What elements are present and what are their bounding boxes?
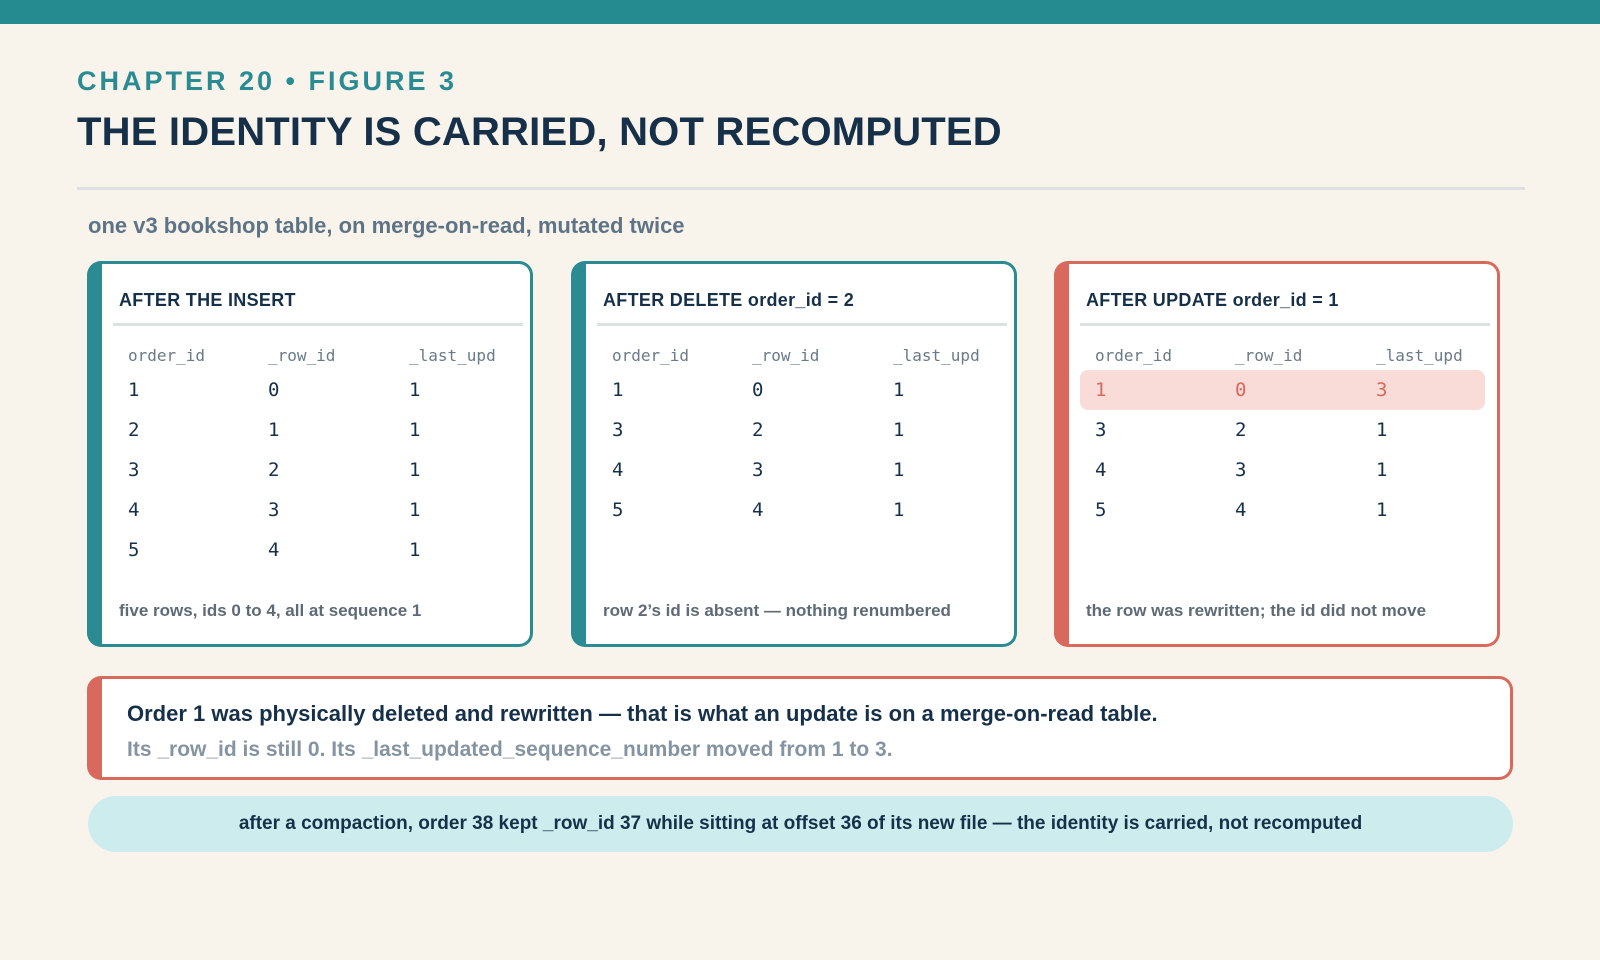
figure-subtitle: one v3 bookshop table, on merge-on-read, mutated twice [88,213,685,238]
column-header-last-upd: _last_upd [1376,346,1463,365]
cell-last-upd: 3 [1376,379,1388,401]
cell-order-id: 4 [1095,459,1107,481]
cell-last-upd: 1 [409,459,421,481]
cell-last-upd: 1 [409,379,421,401]
column-header-row-id: _row_id [1235,346,1303,365]
cell-row-id: 3 [752,459,764,481]
table-row [113,490,518,530]
panel-note: five rows, ids 0 to 4, all at sequence 1 [119,601,422,620]
cell-row-id: 0 [1235,379,1247,401]
cell-last-upd: 1 [1376,459,1388,481]
cell-order-id: 1 [128,379,140,401]
cell-order-id: 1 [612,379,624,401]
explanation-callout [87,676,1513,780]
cell-last-upd: 1 [893,419,905,441]
cell-order-id: 2 [128,419,140,441]
panel-divider [1080,323,1490,326]
column-header-order-id: order_id [1095,346,1173,365]
table-row [113,410,518,450]
table-row-highlighted [1080,370,1485,410]
cell-last-upd: 1 [1376,419,1388,441]
cell-row-id: 4 [752,499,764,521]
column-header-row-id: _row_id [268,346,336,365]
panel-title: AFTER DELETE order_id = 2 [603,290,855,310]
cell-last-upd: 1 [409,539,421,561]
cell-row-id: 1 [268,419,280,441]
page-title: THE IDENTITY IS CARRIED, NOT RECOMPUTED [77,110,1002,154]
cell-order-id: 5 [612,499,624,521]
cell-order-id: 3 [612,419,624,441]
cell-order-id: 4 [128,499,140,521]
cell-last-upd: 1 [893,499,905,521]
table-row [597,490,1002,530]
table-row [1080,450,1485,490]
table-row [1080,410,1485,450]
panel-title: AFTER THE INSERT [119,290,296,310]
panel-note: the row was rewritten; the id did not move [1086,601,1427,620]
cell-row-id: 0 [268,379,280,401]
column-header-order-id: order_id [128,346,206,365]
cell-row-id: 4 [1235,499,1247,521]
cell-row-id: 3 [268,499,280,521]
top-accent-bar [0,0,1600,24]
cell-last-upd: 1 [893,459,905,481]
table-row [113,370,518,410]
column-header-last-upd: _last_upd [409,346,496,365]
title-divider [77,187,1525,190]
panel-note: row 2’s id is absent — nothing renumbered [603,601,951,620]
panel-divider [113,323,523,326]
column-header-last-upd: _last_upd [893,346,980,365]
chapter-kicker: CHAPTER 20 • FIGURE 3 [77,66,458,96]
table-row [1080,490,1485,530]
panel-after-delete [571,261,1017,647]
table-row [597,410,1002,450]
panel-title: AFTER UPDATE order_id = 1 [1086,290,1339,310]
cell-order-id: 5 [1095,499,1107,521]
column-header-row-id: _row_id [752,346,820,365]
table-row [113,450,518,490]
cell-last-upd: 1 [409,499,421,521]
panel-divider [597,323,1007,326]
cell-order-id: 1 [1095,379,1107,401]
table-row [113,530,518,570]
cell-order-id: 4 [612,459,624,481]
cell-row-id: 3 [1235,459,1247,481]
footer-summary: after a compaction, order 38 kept _row_id 37 while sitting at offset 36 of its new file — the identity is carried, not recomputed [88,796,1513,852]
cell-order-id: 5 [128,539,140,561]
cell-order-id: 3 [128,459,140,481]
table-row [597,450,1002,490]
cell-order-id: 3 [1095,419,1107,441]
table-row [597,370,1002,410]
cell-last-upd: 1 [1376,499,1388,521]
cell-row-id: 4 [268,539,280,561]
panel-after-update [1054,261,1500,647]
callout-headline: Order 1 was physically deleted and rewritten — that is what an update is on a merge-on-read table. [127,701,1158,726]
cell-row-id: 2 [1235,419,1247,441]
cell-last-upd: 1 [893,379,905,401]
callout-detail: Its _row_id is still 0. Its _last_updated_sequence_number moved from 1 to 3. [127,738,893,761]
panel-after-insert [87,261,533,647]
cell-last-upd: 1 [409,419,421,441]
column-header-order-id: order_id [612,346,690,365]
cell-row-id: 2 [268,459,280,481]
cell-row-id: 0 [752,379,764,401]
cell-row-id: 2 [752,419,764,441]
